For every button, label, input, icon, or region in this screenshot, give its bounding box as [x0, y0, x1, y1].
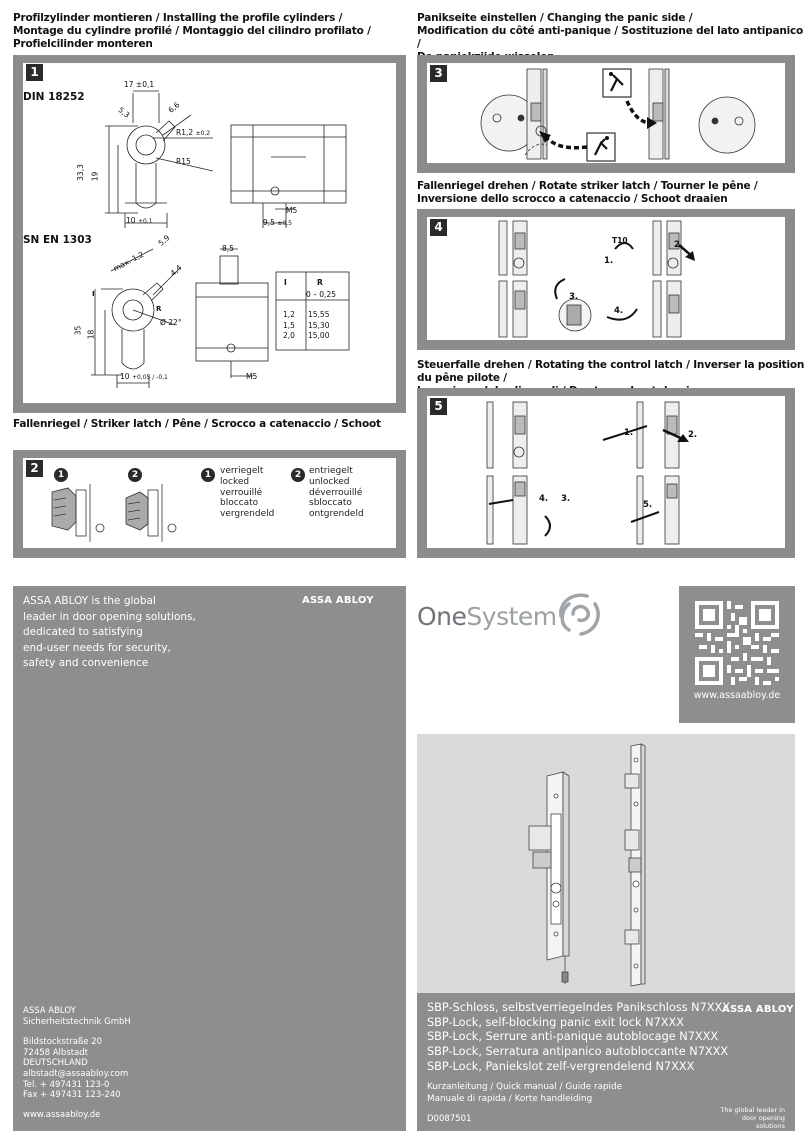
din-r1: R1,2 ±0,2 — [176, 128, 211, 137]
product-brand-logo: ASSA ABLOY — [722, 1004, 794, 1015]
panic-side-heading: Panikseite einstellen / Changing the panic side / Modification du côté anti-panique / Sostituzione del lato antipanico / — [417, 12, 804, 50]
sn-m5: M5 — [246, 372, 258, 381]
sn-angle: Ø 22° — [160, 318, 182, 327]
step2-latch-drawings — [46, 484, 186, 544]
qr-code-icon — [695, 601, 779, 685]
sn-side-body — [196, 283, 268, 361]
exit-sign-icon — [587, 133, 615, 161]
din-cylinder-body — [136, 163, 156, 208]
lock-product-image — [417, 734, 795, 994]
din-label: DIN 18252 — [23, 91, 85, 103]
control-latch-heading: Steuerfalle drehen / Rotating the control latch / Inverser la position du pêne pilote / — [417, 359, 805, 384]
locked-diagram-number: 1 — [54, 468, 68, 482]
install-heading: Profilzylinder montieren / Installing the profile cylinders / Montage du cylindre profilé / Montaggio del cilindro profilato / Profielcilinder monteren — [13, 12, 371, 50]
step4-number: 4 — [430, 219, 447, 236]
locked-legend-number: 1 — [201, 468, 215, 482]
product-tagline: The global leader in door opening solutions — [720, 1106, 785, 1130]
product-title: SBP-Schloss, selbstverriegelndes Panikschloss N7XXX SBP-Lock, self-blocking panic exit lock N7XXX SBP-Lock, Serrure anti-panique autoblocage N7XXX SBP-Lock, Serratura antipanico autobloccante N7XXX SBP-Lock, Paniekslot zelf-vergrendelend N7XXX — [427, 1001, 730, 1073]
sn-59: 5,9 — [156, 233, 172, 248]
company-address: ASSA ABLOY Sicherheitstechnik GmbH Bildstockstraße 20 72458 Albstadt DEUTSCHLAND albstadt@assaabloy.com Tel. + 497431 123-0 Fax + 497431 123-240 — [23, 1006, 131, 1101]
step3-panic-drawing — [427, 63, 785, 163]
sn-top-85: 8,5 — [222, 244, 234, 253]
exit-sign-icon — [603, 69, 631, 97]
callout-3: 3. — [561, 494, 571, 504]
din-cylinder-circle — [127, 126, 165, 164]
sn-width-10: 10 +0,05 / -0,1 — [120, 372, 168, 381]
sn-cylinder-body — [122, 329, 144, 369]
callout-4: 4. — [539, 494, 549, 504]
din-d1: 6,6 — [166, 100, 182, 115]
company-panel — [13, 586, 406, 1131]
din-bottom-width: 10 ±0,1 — [126, 216, 153, 225]
sn-44: 4,4 — [168, 263, 184, 278]
qr-url[interactable]: www.assaabloy.de — [693, 690, 781, 701]
table-row: 15,55 15,30 15,00 — [308, 310, 330, 340]
step4-drawings — [427, 217, 785, 340]
t10-label: T10 — [612, 236, 628, 245]
callout-1: 1. — [604, 256, 614, 266]
unlocked-diagram-number: 2 — [128, 468, 142, 482]
table-header-r: R — [317, 278, 323, 287]
product-caption — [417, 993, 795, 1131]
sn-i-label: I — [92, 290, 95, 298]
sn-height-18: 18 — [86, 329, 96, 340]
sn-max: max. 1,2 — [111, 249, 146, 274]
step5-drawings — [427, 396, 785, 548]
sn-label: SN EN 1303 — [23, 234, 92, 246]
callout-2: 2. — [688, 430, 698, 440]
callout-2: 2. — [674, 240, 684, 250]
table-row: 1,2 1,5 2,0 — [283, 310, 295, 340]
din-m5: M5 — [286, 206, 298, 215]
locked-legend: verriegelt locked verrouillé bloccato vergrendeld — [220, 466, 275, 520]
company-slogan: ASSA ABLOY is the global leader in door opening solutions, dedicated to satisfying end-user needs for security, safety and convenience — [23, 595, 196, 669]
step5-number: 5 — [430, 398, 447, 415]
document-id: D0087501 — [427, 1114, 472, 1124]
step2-number: 2 — [26, 460, 43, 477]
callout-3: 3. — [569, 292, 579, 302]
sn-r-label: R — [156, 305, 162, 313]
arrow-left-icon — [545, 137, 587, 148]
table-subheader: 0 – 0,25 — [306, 290, 336, 299]
unlocked-legend-number: 2 — [291, 468, 305, 482]
step1-number: 1 — [26, 64, 43, 81]
din-height-total: 33,3 — [75, 164, 85, 181]
callout-5: 5. — [643, 500, 653, 510]
din-r15: R15 — [176, 157, 191, 166]
striker-heading: Fallenriegel / Striker latch / Pêne / Scrocco a catenaccio / Schoot — [13, 418, 381, 430]
company-brand-logo: ASSA ABLOY — [302, 595, 374, 606]
step1-drawings — [13, 63, 406, 403]
product-subtitle: Kurzanleitung / Quick manual / Guide rapide Manuale di rapida / Korte handleiding — [427, 1082, 622, 1105]
din-height-19: 19 — [90, 171, 100, 182]
din-95: 9,5 ±0,5 — [263, 218, 292, 227]
onesystem-swirl-icon — [551, 586, 607, 642]
company-website[interactable]: www.assaabloy.de — [23, 1110, 101, 1120]
onesystem-logo: OneSystem — [417, 602, 557, 631]
striker-rotate-heading: Fallenriegel drehen / Rotate striker latch / Tourner le pêne / Inversione dello scrocco a catenaccio / Schoot draaien — [417, 180, 758, 205]
callout-1: 1. — [624, 428, 634, 438]
step3-number: 3 — [430, 65, 447, 82]
table-header-i: I — [284, 278, 287, 287]
din-d2: 5,3 — [116, 105, 132, 120]
sn-height-35: 35 — [73, 325, 83, 336]
qr-panel — [679, 586, 795, 723]
unlocked-legend: entriegelt unlocked déverrouillé sbloccato ontgrendeld — [309, 466, 364, 520]
callout-4: 4. — [614, 306, 624, 316]
din-top-width: 17 ±0,1 — [124, 80, 155, 89]
